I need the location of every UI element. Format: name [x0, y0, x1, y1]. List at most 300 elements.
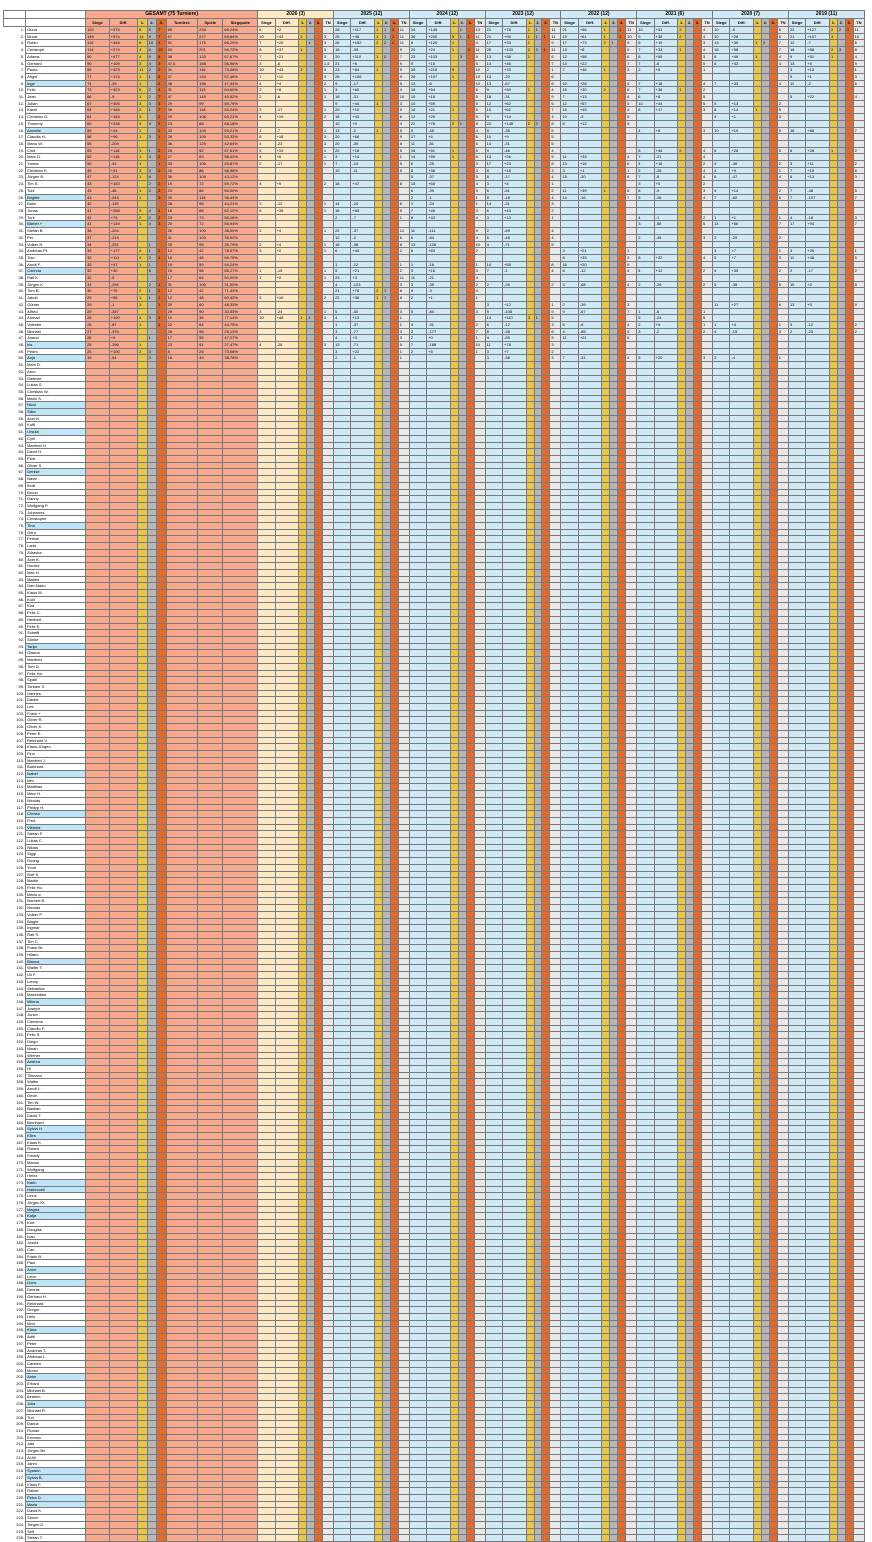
- season-cell: [618, 174, 626, 181]
- season-cell: +89: [427, 154, 451, 161]
- gesamt-cell: [223, 422, 258, 429]
- season-cell: 1: [534, 33, 542, 40]
- season-cell: [762, 261, 770, 268]
- season-cell: [701, 73, 712, 80]
- season-cell: [829, 482, 837, 489]
- season-cell: [485, 429, 502, 436]
- gesamt-cell: 1: [157, 315, 166, 322]
- season-cell: [686, 442, 694, 449]
- gesamt-cell: [109, 569, 137, 576]
- season-cell: [275, 529, 299, 536]
- season-cell: [351, 221, 375, 228]
- season-cell: [637, 476, 654, 483]
- season-cell: +22: [578, 60, 602, 67]
- season-cell: -24: [427, 201, 451, 208]
- gesamt-cell: 1: [138, 73, 147, 80]
- gesamt-cell: [138, 241, 147, 248]
- gesamt-cell: [109, 442, 137, 449]
- season-cell: 10: [561, 114, 578, 121]
- season-cell: [334, 402, 351, 409]
- season-cell: [466, 248, 474, 255]
- season-cell: [390, 194, 398, 201]
- season-cell: [526, 449, 534, 456]
- season-cell: [694, 489, 702, 496]
- season-cell: [610, 161, 618, 168]
- player-name: Dietmar: [26, 375, 86, 382]
- season-cell: 4: [701, 147, 712, 154]
- season-cell: [258, 167, 275, 174]
- season-cell: -17: [275, 161, 299, 168]
- season-cell: [806, 523, 830, 530]
- season-cell: [686, 201, 694, 208]
- season-cell: [618, 261, 626, 268]
- season-cell: [769, 140, 777, 147]
- season-cell: [307, 409, 315, 416]
- season-cell: [450, 80, 458, 87]
- season-cell: [458, 502, 466, 509]
- season-cell: [602, 147, 610, 154]
- season-cell: 10: [561, 80, 578, 87]
- season-cell: [618, 228, 626, 235]
- season-cell: [561, 375, 578, 382]
- season-cell: [315, 53, 323, 60]
- season-cell: [769, 569, 777, 576]
- season-cell: 2: [334, 355, 351, 362]
- season-cell: [829, 402, 837, 409]
- season-cell: [701, 342, 712, 349]
- gesamt-cell: [157, 308, 166, 315]
- gesamt-cell: [166, 502, 198, 509]
- season-cell: [777, 462, 788, 469]
- season-cell: 11: [788, 254, 805, 261]
- gesamt-cell: [157, 523, 166, 530]
- season-cell: [550, 288, 561, 295]
- season-cell: +13: [806, 67, 830, 74]
- season-cell: [845, 556, 853, 563]
- season-cell: [351, 362, 375, 369]
- season-cell: [322, 328, 333, 335]
- season-cell: [351, 496, 375, 503]
- season-cell: [485, 382, 502, 389]
- season-cell: [602, 134, 610, 141]
- gesamt-cell: [138, 362, 147, 369]
- season-cell: [618, 295, 626, 302]
- season-cell: [686, 107, 694, 114]
- season-cell: [602, 167, 610, 174]
- season-cell: 1: [375, 295, 383, 302]
- season-cell: [618, 281, 626, 288]
- season-cell: +56: [578, 27, 602, 34]
- season-cell: [382, 301, 390, 308]
- gesamt-cell: 2: [157, 120, 166, 127]
- season-cell: [334, 301, 351, 308]
- season-cell: [382, 214, 390, 221]
- rank-cell: 69.: [18, 482, 25, 488]
- season-cell: [610, 315, 618, 322]
- season-cell: [315, 140, 323, 147]
- season-cell: [730, 509, 754, 516]
- season-cell: 13: [409, 80, 426, 87]
- season-cell: [806, 409, 830, 416]
- gesamt-cell: [86, 476, 110, 483]
- season-cell: [307, 529, 315, 536]
- season-cell: +22: [351, 348, 375, 355]
- season-cell: [845, 509, 853, 516]
- gesamt-cell: [138, 462, 147, 469]
- season-cell: [769, 335, 777, 342]
- season-cell: [375, 241, 383, 248]
- season-cell: [390, 375, 398, 382]
- player-name: Navin: [26, 476, 86, 483]
- season-cell: -26: [503, 281, 527, 288]
- gesamt-cell: 23: [166, 120, 198, 127]
- gesamt-cell: 64,60%: [223, 87, 258, 94]
- season-cell: 2: [701, 161, 712, 168]
- gesamt-cell: [198, 536, 223, 543]
- rank-cell: 2.: [20, 33, 25, 39]
- season-cell: +19: [654, 40, 678, 47]
- season-cell: [561, 362, 578, 369]
- season-cell: [466, 187, 474, 194]
- season-cell: [275, 536, 299, 543]
- season-cell: 9: [550, 308, 561, 315]
- season-cell: [322, 462, 333, 469]
- season-cell: [458, 529, 466, 536]
- season-cell: [299, 87, 307, 94]
- season-cell: 5: [550, 315, 561, 322]
- season-cell: [458, 576, 466, 583]
- gesamt-cell: 12: [166, 288, 198, 295]
- season-cell: [686, 496, 694, 503]
- season-cell: [409, 254, 426, 261]
- season-cell: [474, 569, 485, 576]
- gesamt-cell: [223, 549, 258, 556]
- season-cell: 1: [777, 167, 788, 174]
- season-cell: [307, 207, 315, 214]
- season-cell: [694, 281, 702, 288]
- season-cell: [713, 543, 730, 550]
- season-cell: [534, 496, 542, 503]
- season-cell: [618, 315, 626, 322]
- rank-cell: 26.: [18, 194, 25, 200]
- season-cell: [322, 194, 333, 201]
- season-cell: [458, 462, 466, 469]
- season-cell: [474, 402, 485, 409]
- season-cell: 2: [409, 335, 426, 342]
- season-cell: [713, 382, 730, 389]
- season-cell: [351, 301, 375, 308]
- table-row: [4, 234, 865, 241]
- gesamt-cell: 19: [166, 181, 198, 188]
- table-row: [4, 107, 865, 114]
- season-cell: [626, 502, 637, 509]
- gesamt-cell: 4: [138, 315, 147, 322]
- season-cell: [334, 375, 351, 382]
- season-cell: [845, 502, 853, 509]
- season-cell: [777, 509, 788, 516]
- season-cell: [390, 228, 398, 235]
- season-cell: [427, 569, 451, 576]
- season-cell: [701, 228, 712, 235]
- season-cell: [769, 328, 777, 335]
- season-cell: [686, 80, 694, 87]
- table-row: [4, 315, 865, 322]
- season-cell: 1: [526, 87, 534, 94]
- season-cell: [610, 27, 618, 34]
- season-cell: [466, 348, 474, 355]
- player-name: Tim S.: [26, 181, 86, 188]
- season-cell: 3: [322, 134, 333, 141]
- gesamt-cell: [166, 456, 198, 463]
- season-cell: [618, 241, 626, 248]
- season-cell: [578, 516, 602, 523]
- season-cell: [561, 207, 578, 214]
- season-cell: [526, 201, 534, 208]
- season-cell: [526, 301, 534, 308]
- gesamt-cell: [157, 576, 166, 583]
- season-cell: 12: [485, 100, 502, 107]
- season-cell: [542, 409, 550, 416]
- season-cell: [409, 502, 426, 509]
- season-column-header: 2.: [534, 19, 542, 27]
- season-cell: [390, 201, 398, 208]
- season-cell: [845, 187, 853, 194]
- season-cell: [618, 120, 626, 127]
- season-cell: [777, 382, 788, 389]
- season-cell: [427, 576, 451, 583]
- season-cell: 4: [713, 167, 730, 174]
- gesamt-cell: -41: [109, 161, 137, 168]
- season-cell: [618, 114, 626, 121]
- season-cell: 4: [777, 174, 788, 181]
- season-cell: 26: [409, 73, 426, 80]
- season-cell: [602, 268, 610, 275]
- season-cell: [829, 543, 837, 550]
- gesamt-cell: [86, 435, 110, 442]
- season-cell: 13: [485, 154, 502, 161]
- gesamt-cell: 27: [86, 328, 110, 335]
- season-cell: [610, 268, 618, 275]
- season-cell: [542, 563, 550, 570]
- season-cell: [534, 335, 542, 342]
- season-cell: 4: [474, 275, 485, 282]
- season-cell: [526, 395, 534, 402]
- season-cell: [610, 201, 618, 208]
- season-cell: +12: [503, 301, 527, 308]
- season-cell: [466, 409, 474, 416]
- season-cell: [829, 301, 837, 308]
- season-cell: [788, 569, 805, 576]
- season-cell: [450, 342, 458, 349]
- season-cell: [450, 301, 458, 308]
- season-cell: [315, 241, 323, 248]
- season-cell: [382, 442, 390, 449]
- season-cell: [542, 73, 550, 80]
- season-cell: 8: [258, 134, 275, 141]
- season-cell: -9: [654, 187, 678, 194]
- season-cell: [534, 268, 542, 275]
- season-cell: 4: [713, 114, 730, 121]
- season-cell: [550, 254, 561, 261]
- gesamt-cell: 1: [157, 161, 166, 168]
- season-cell: [829, 167, 837, 174]
- season-cell: [829, 241, 837, 248]
- season-cell: 4: [398, 87, 409, 94]
- gesamt-cell: 3: [138, 167, 147, 174]
- season-cell: [806, 502, 830, 509]
- season-cell: [713, 516, 730, 523]
- season-cell: [503, 275, 527, 282]
- season-cell: [602, 348, 610, 355]
- season-cell: [853, 335, 864, 342]
- gesamt-cell: 89: [198, 154, 223, 161]
- season-cell: -16: [427, 261, 451, 268]
- season-cell: [534, 549, 542, 556]
- season-cell: [837, 482, 845, 489]
- season-cell: [806, 107, 830, 114]
- season-cell: [503, 529, 527, 536]
- season-cell: [769, 556, 777, 563]
- gesamt-cell: 55: [86, 140, 110, 147]
- season-cell: [307, 187, 315, 194]
- rank-cell: 60.: [18, 422, 25, 428]
- season-cell: [686, 469, 694, 476]
- season-cell: [762, 536, 770, 543]
- season-cell: 5: [474, 107, 485, 114]
- season-cell: [427, 496, 451, 503]
- season-cell: [315, 489, 323, 496]
- season-cell: [713, 67, 730, 74]
- season-cell: +51: [654, 27, 678, 34]
- table-row: [4, 449, 865, 456]
- season-cell: +9: [654, 321, 678, 328]
- season-cell: 1: [398, 315, 409, 322]
- season-cell: [258, 328, 275, 335]
- season-cell: 3: [829, 33, 837, 40]
- season-cell: 5: [398, 342, 409, 349]
- season-cell: [610, 248, 618, 255]
- table-row: [4, 281, 865, 288]
- season-cell: [466, 281, 474, 288]
- season-cell: [458, 80, 466, 87]
- season-cell: [526, 261, 534, 268]
- gesamt-cell: +41: [109, 167, 137, 174]
- season-cell: [654, 335, 678, 342]
- season-cell: [686, 40, 694, 47]
- season-cell: +35: [730, 40, 754, 47]
- table-row: [4, 94, 865, 101]
- season-cell: [845, 482, 853, 489]
- season-cell: [654, 496, 678, 503]
- season-cell: [754, 67, 762, 74]
- season-cell: +4: [730, 321, 754, 328]
- season-column-header: Diff.: [654, 19, 678, 27]
- season-cell: [610, 489, 618, 496]
- season-cell: [390, 476, 398, 483]
- season-cell: [845, 207, 853, 214]
- season-cell: [686, 241, 694, 248]
- season-cell: 3: [788, 321, 805, 328]
- gesamt-cell: 175: [198, 40, 223, 47]
- season-cell: [618, 221, 626, 228]
- rank-cell: 82.: [18, 569, 25, 575]
- season-cell: 11: [561, 187, 578, 194]
- season-cell: [322, 27, 333, 34]
- gesamt-cell: 105: [198, 134, 223, 141]
- season-cell: [618, 254, 626, 261]
- season-cell: [602, 53, 610, 60]
- season-cell: [427, 563, 451, 570]
- season-cell: [474, 456, 485, 463]
- season-cell: [713, 556, 730, 563]
- season-cell: 5: [637, 315, 654, 322]
- season-cell: [382, 315, 390, 322]
- season-cell: [375, 576, 383, 583]
- season-cell: [534, 375, 542, 382]
- season-cell: [466, 234, 474, 241]
- season-cell: [382, 569, 390, 576]
- season-cell: [626, 288, 637, 295]
- season-cell: [845, 248, 853, 255]
- gesamt-cell: +445: [109, 40, 137, 47]
- season-cell: [534, 194, 542, 201]
- season-cell: [485, 489, 502, 496]
- rank-cell: 61.: [18, 429, 25, 435]
- rank-cell: 77.: [18, 536, 25, 542]
- season-cell: -17: [806, 268, 830, 275]
- gesamt-cell: +574: [109, 33, 137, 40]
- season-cell: 16: [334, 241, 351, 248]
- season-column-header: 3.: [466, 19, 474, 27]
- season-cell: [307, 194, 315, 201]
- season-cell: 4: [474, 181, 485, 188]
- season-cell: 4: [777, 53, 788, 60]
- season-cell: 18: [334, 94, 351, 101]
- season-cell: 2: [678, 27, 686, 34]
- season-cell: [788, 342, 805, 349]
- season-cell: 7: [788, 187, 805, 194]
- player-name: Mani D.: [26, 362, 86, 369]
- player-name: Jürgen K.: [26, 281, 86, 288]
- gesamt-cell: [157, 476, 166, 483]
- season-cell: [618, 187, 626, 194]
- season-cell: [769, 114, 777, 121]
- season-cell: [485, 569, 502, 576]
- season-cell: [777, 154, 788, 161]
- season-cell: [450, 442, 458, 449]
- season-cell: [375, 207, 383, 214]
- season-cell: [299, 281, 307, 288]
- season-cell: [806, 569, 830, 576]
- season-cell: 3: [701, 40, 712, 47]
- season-cell: [853, 402, 864, 409]
- season-cell: [542, 462, 550, 469]
- season-cell: [853, 288, 864, 295]
- season-cell: [845, 355, 853, 362]
- season-cell: [542, 355, 550, 362]
- season-cell: [694, 295, 702, 302]
- rank-cell: 27.: [18, 201, 25, 207]
- season-cell: 5: [637, 194, 654, 201]
- season-cell: [398, 502, 409, 509]
- season-cell: [375, 228, 383, 235]
- gesamt-cell: [109, 523, 137, 530]
- season-cell: [307, 422, 315, 429]
- season-cell: [307, 154, 315, 161]
- season-cell: [409, 301, 426, 308]
- season-cell: [382, 140, 390, 147]
- season-cell: [610, 536, 618, 543]
